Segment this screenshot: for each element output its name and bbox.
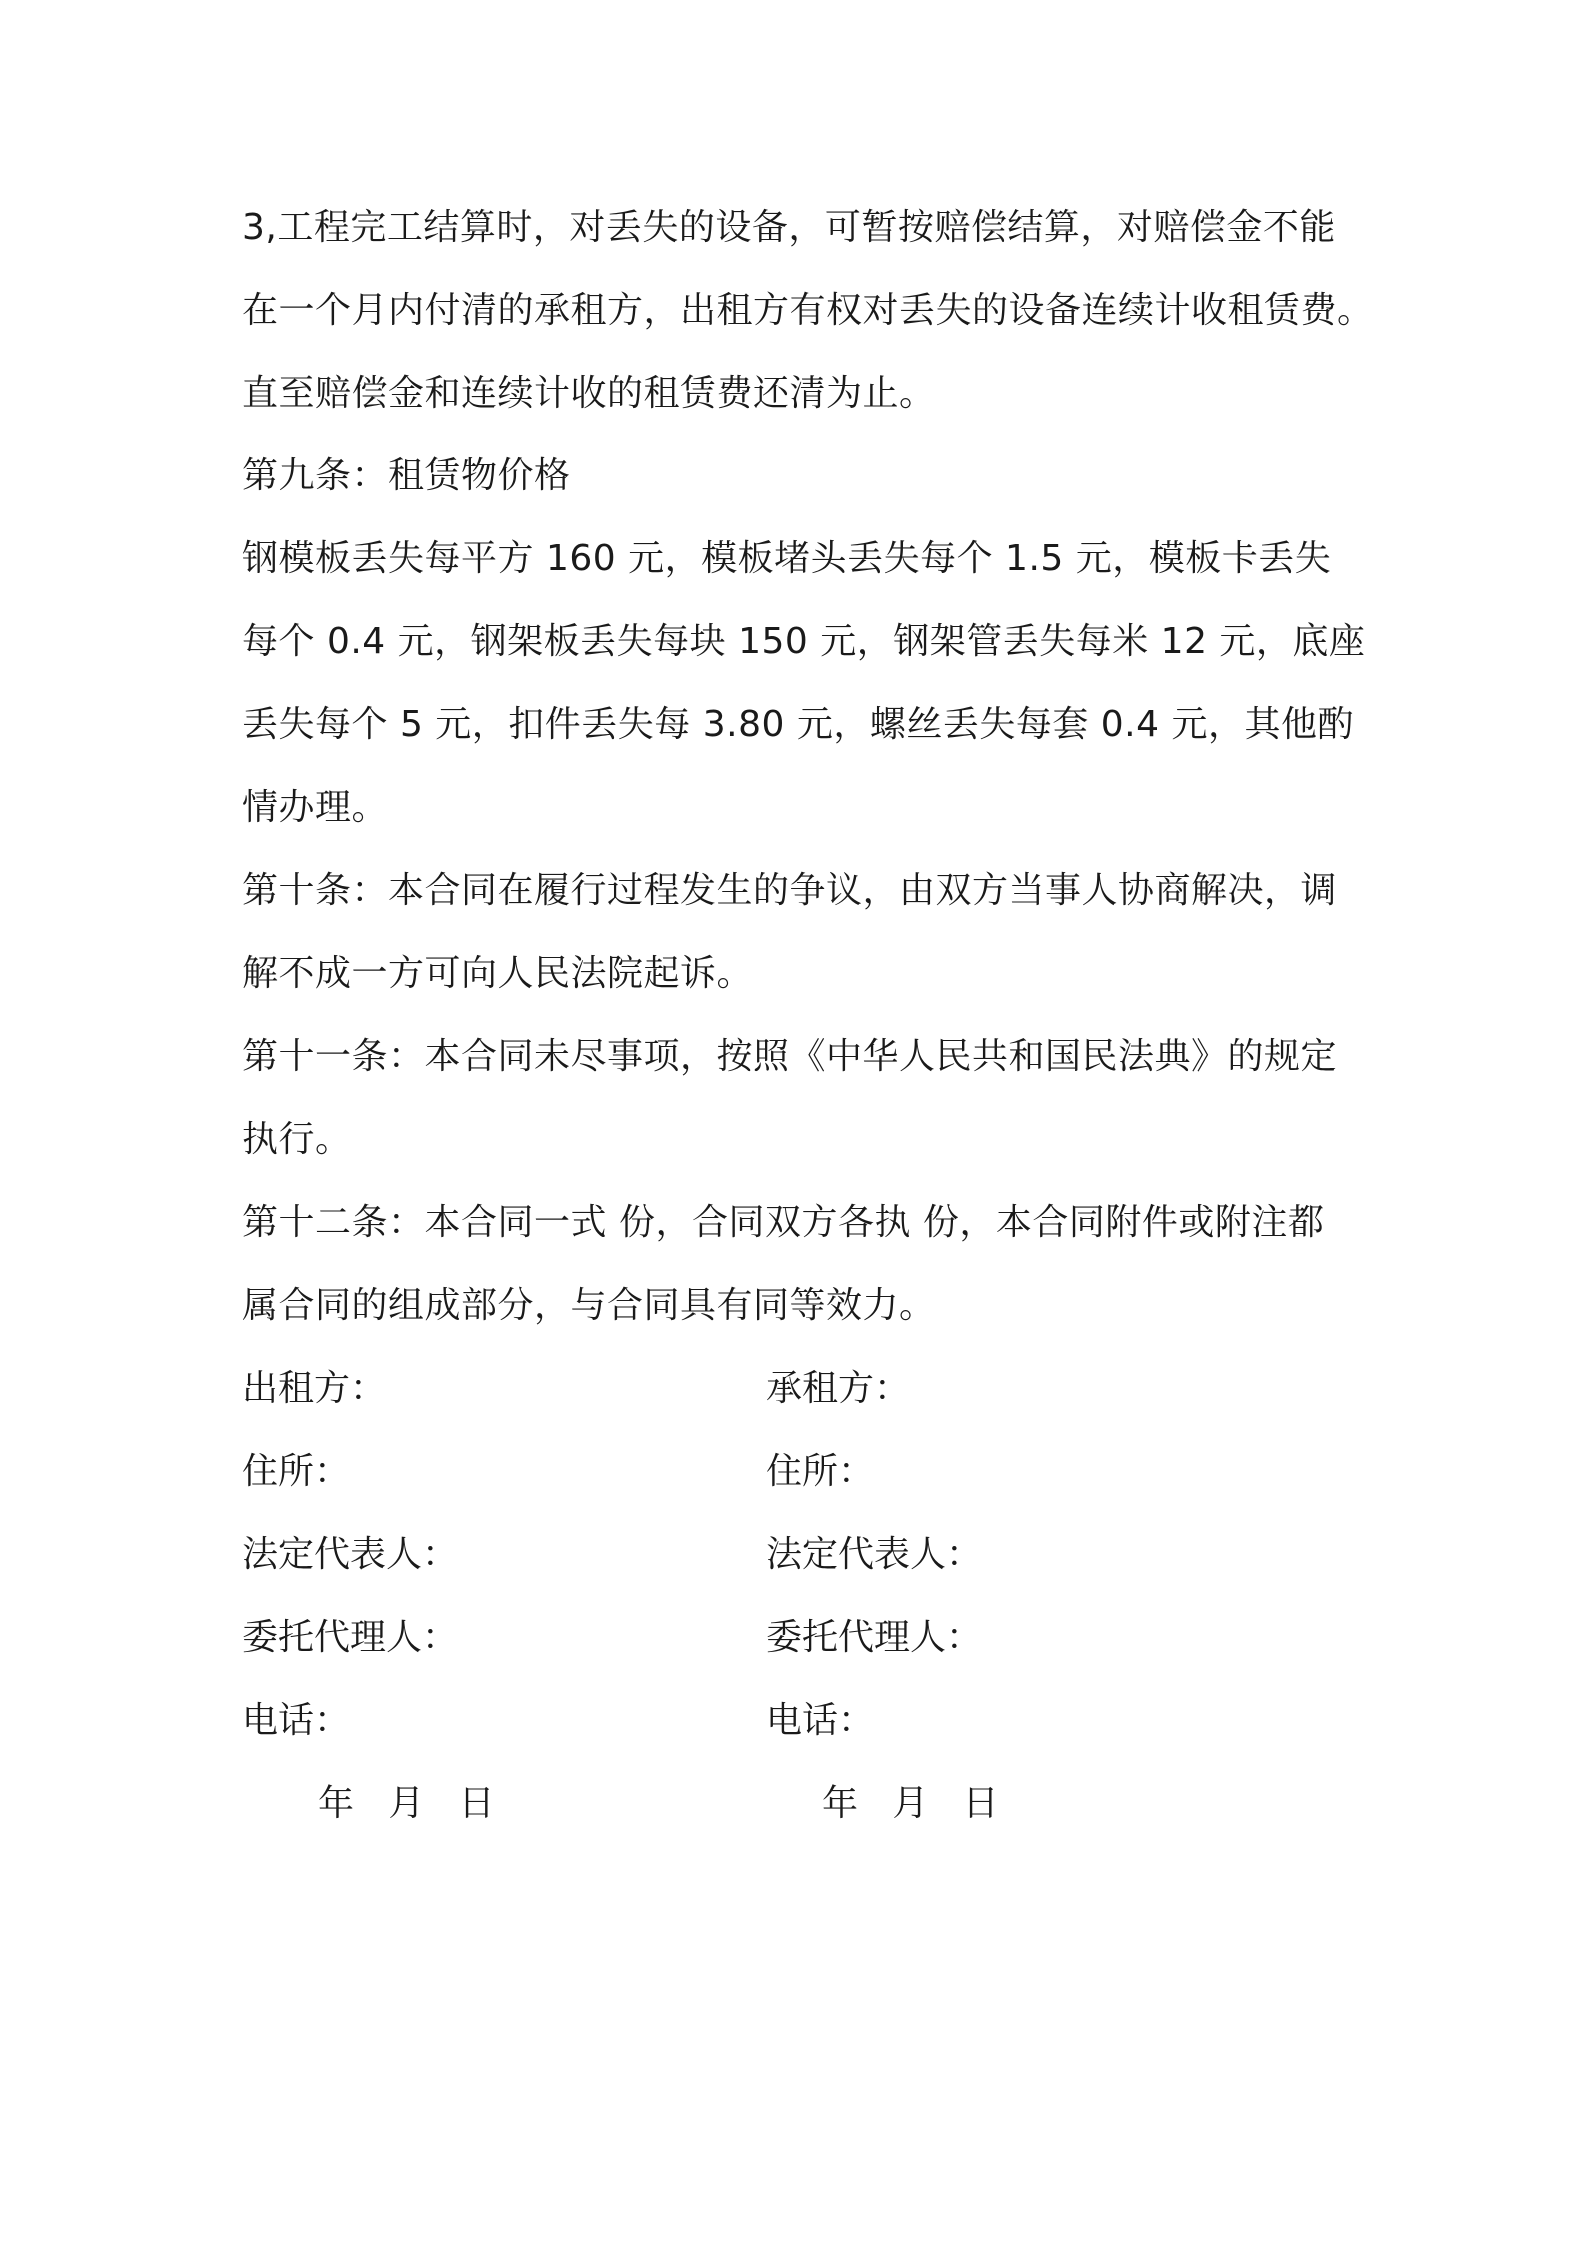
clause-9-line-4: 情办理。	[242, 787, 389, 828]
clause-9-line-3: 丢失每个 5 元，扣件丢失每 3.80 元，螺丝丢失每套 0.4 元，其他酌	[242, 704, 1354, 745]
lessee-legal-rep-label: 法定代表人：	[766, 1534, 983, 1575]
clause-11-line-2: 执行。	[242, 1119, 352, 1160]
lessor-agent-label: 委托代理人：	[242, 1617, 459, 1658]
lessee-date: 年 月 日	[822, 1783, 999, 1824]
clause-11-line-1: 第十一条：本合同未尽事项，按照《中华人民共和国民法典》的规定	[242, 1036, 1338, 1077]
lessee-label: 承租方：	[766, 1368, 911, 1409]
lessor-legal-rep-label: 法定代表人：	[242, 1534, 459, 1575]
clause-8-item-3-line-3: 直至赔偿金和连续计收的租赁费还清为止。	[242, 373, 936, 414]
lessee-phone-label: 电话：	[766, 1700, 875, 1741]
clause-12-line-2: 属合同的组成部分，与合同具有同等效力。	[242, 1285, 936, 1326]
lessor-address-label: 住所：	[242, 1451, 351, 1492]
lessee-address-label: 住所：	[766, 1451, 875, 1492]
signature-row-agent	[242, 1614, 1342, 1662]
clause-9-line-1: 钢模板丢失每平方 160 元，模板堵头丢失每个 1.5 元，模板卡丢失	[242, 538, 1332, 579]
lessee-agent-label: 委托代理人：	[766, 1617, 983, 1658]
clause-10-line-1: 第十条：本合同在履行过程发生的争议，由双方当事人协商解决，调	[242, 870, 1338, 911]
signature-row-address	[242, 1448, 1342, 1496]
clause-9-line-2: 每个 0.4 元，钢架板丢失每块 150 元，钢架管丢失每米 12 元，底座	[242, 621, 1366, 662]
signature-row-legal-rep	[242, 1531, 1342, 1579]
lessor-label: 出租方：	[242, 1368, 387, 1409]
clause-9-heading: 第九条：租赁物价格	[242, 455, 571, 496]
clause-10-line-2: 解不成一方可向人民法院起诉。	[242, 953, 754, 994]
lessor-date: 年 月 日	[318, 1783, 495, 1824]
clause-12-line-1: 第十二条：本合同一式 份，合同双方各执 份，本合同附件或附注都	[242, 1202, 1325, 1243]
signature-row-party	[242, 1365, 1342, 1413]
signature-row-phone	[242, 1697, 1342, 1745]
clause-8-item-3-line-1: 3,工程完工结算时，对丢失的设备，可暂按赔偿结算，对赔偿金不能	[242, 207, 1336, 248]
clause-8-item-3-line-2: 在一个月内付清的承租方，出租方有权对丢失的设备连续计收租赁费。	[242, 290, 1374, 331]
lessor-phone-label: 电话：	[242, 1700, 351, 1741]
